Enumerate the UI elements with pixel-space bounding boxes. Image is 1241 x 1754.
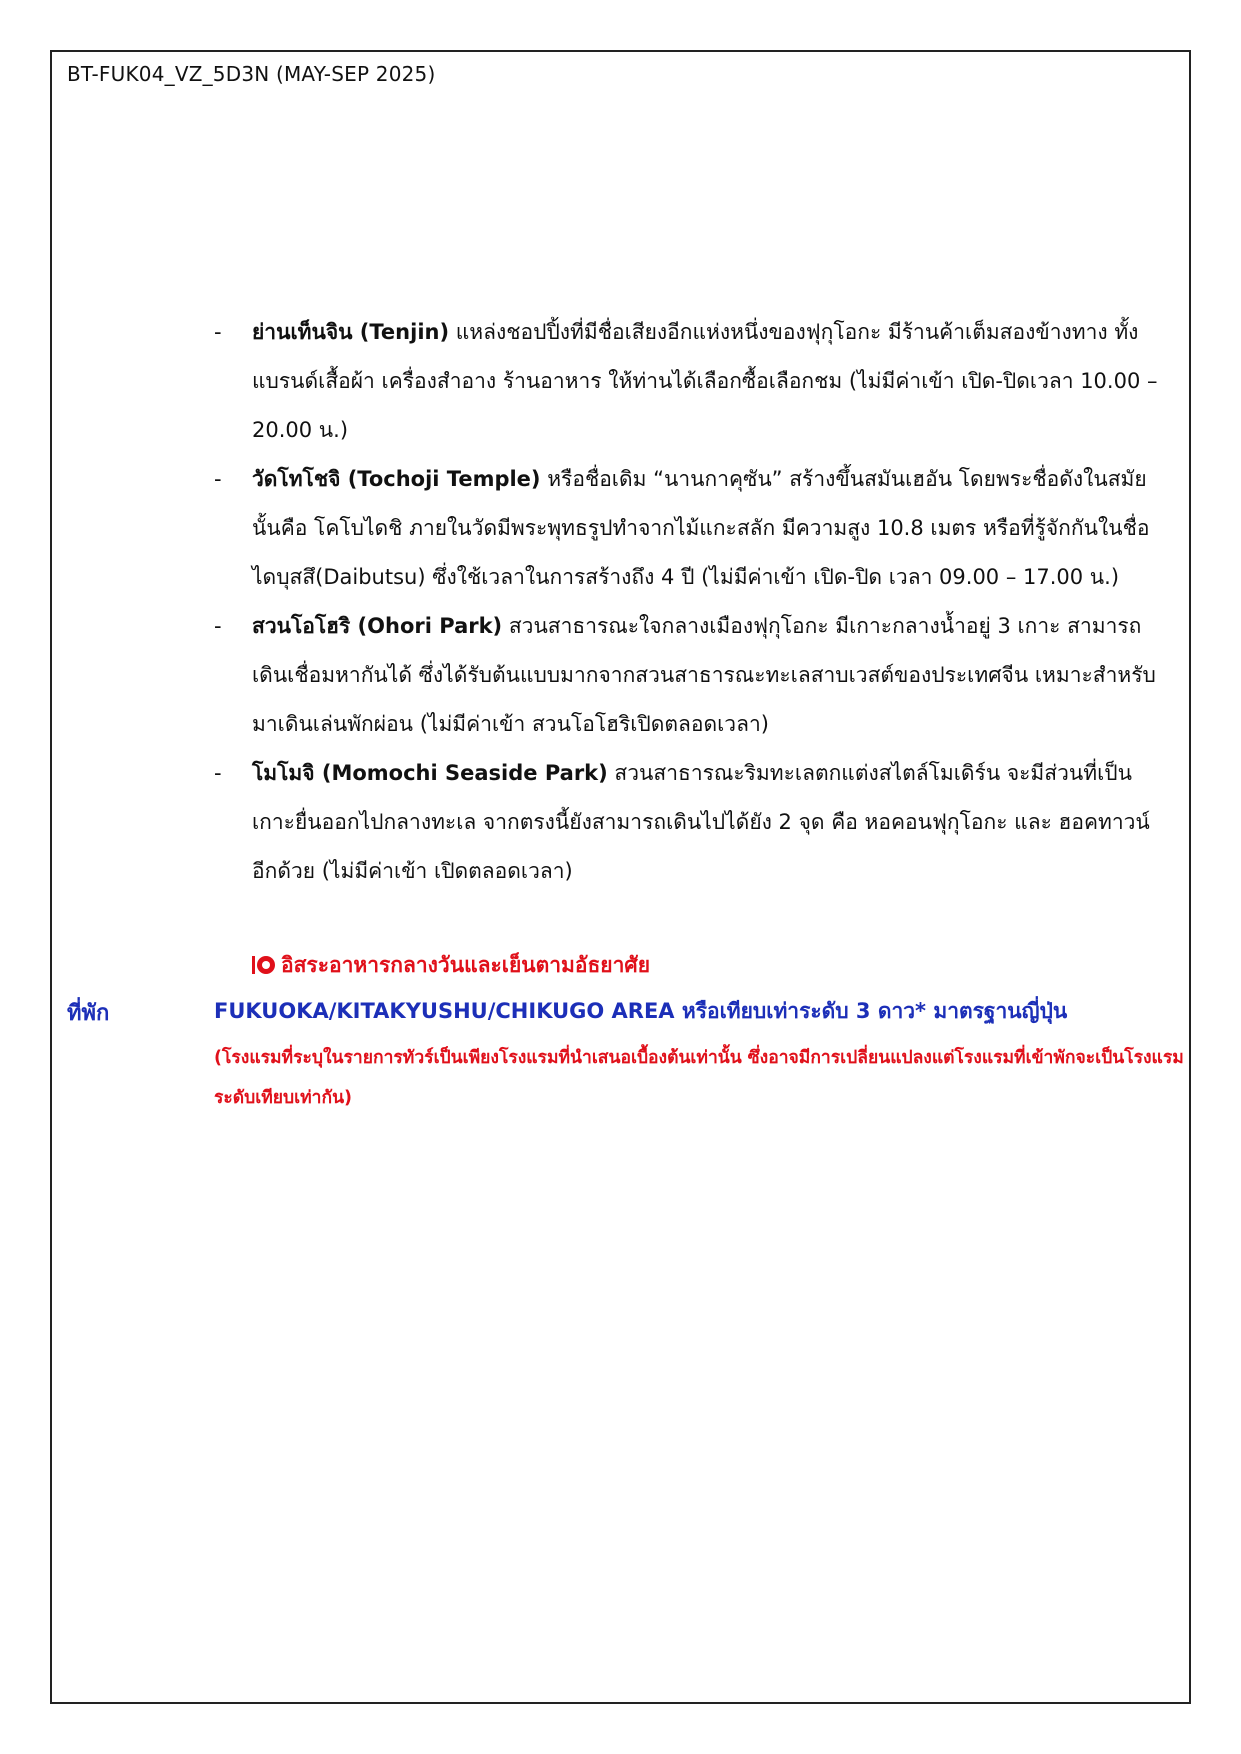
place-name: วัดโทโชจิ (Tochoji Temple)	[252, 467, 541, 491]
list-item	[214, 602, 1174, 749]
meal-note	[252, 945, 650, 985]
hotel-name: FUKUOKA/KITAKYUSHU/CHIKUGO AREA หรือเทียบเท่าระดับ 3 ดาว* มาตรฐานญี่ปุ่น	[214, 999, 1068, 1023]
hotel-note: (โรงแรมที่ระบุในรายการทัวร์เป็นเพียงโรงแรมที่นำเสนอเบื้องต้นเท่านั้น ซึ่งอาจมีการเปลี่ยนแปลงแต่โรงแรมที่เข้าพักจะเป็นโรงแรมระดับเทียบเท่ากัน)	[214, 1048, 1184, 1108]
place-name: ย่านเท็นจิน (Tenjin)	[252, 320, 450, 344]
place-description: สวนสาธารณะใจกลางเมืองฟุกุโอกะ มีเกาะกลางน้ำอยู่ 3 เกาะ สามารถเดินเชื่อมหากันได้ ซึ่งได้รับต้นแบบมากจากสวนสาธารณะทะเลสาบเวสต์ของประเทศจีน เหมาะสำหรับมาเดินเล่นพักผ่อน (ไม่มีค่าเข้า สวนโอโฮริเปิดตลอดเวลา)	[252, 614, 1156, 736]
activity-text	[252, 455, 1174, 602]
place-name: โมโมจิ (Momochi Seaside Park)	[252, 761, 608, 785]
activity-text	[252, 308, 1174, 455]
list-dash: -	[214, 467, 222, 491]
list-item	[214, 455, 1174, 602]
plate-icon	[257, 956, 275, 974]
document-code: BT-FUK04_VZ_5D3N (MAY-SEP 2025)	[67, 62, 436, 86]
hotel-label: ที่พัก	[67, 1001, 110, 1026]
place-description: หรือชื่อเดิม “นานกาคุซัน” สร้างขึ้นสมันเฮอัน โดยพระชื่อดังในสมัยนั้นคือ โคโบไดชิ ภายในวัดมีพระพุทธรูปทำจากไม้แกะสลัก มีความสูง 10.8 เมตร หรือที่รู้จักกันในชื่อ ไดบุสสึ(Daibutsu) ซึ่งใช้เวลาในการสร้างถึง 4 ปี (ไม่มีค่าเข้า เปิด-ปิด เวลา 09.00 – 17.00 น.)	[252, 467, 1150, 589]
dining-icon	[252, 956, 255, 974]
list-dash: -	[214, 761, 222, 785]
list-dash: -	[214, 614, 222, 638]
meal-text: อิสระอาหารกลางวันและเย็นตามอัธยาศัย	[281, 953, 651, 977]
list-item	[214, 749, 1174, 896]
list-dash: -	[214, 320, 222, 344]
list-item	[214, 308, 1174, 455]
activity-text	[252, 602, 1174, 749]
place-name: สวนโอโฮริ (Ohori Park)	[252, 614, 503, 638]
place-description: แหล่งชอปปิ้งที่มีชื่อเสียงอีกแห่งหนึ่งของฟุกุโอกะ มีร้านค้าเต็มสองข้างทาง ทั้งแบรนด์เสื้อผ้า เครื่องสำอาง ร้านอาหาร ให้ท่านได้เลือกซื้อเลือกชม (ไม่มีค่าเข้า เปิด-ปิดเวลา 10.00 – 20.00 น.)	[252, 320, 1158, 442]
activity-list	[214, 308, 1174, 896]
place-description: สวนสาธารณะริมทะเลตกแต่งสไตล์โมเดิร์น จะมีส่วนที่เป็นเกาะยื่นออกไปกลางทะเล จากตรงนี้ยังสามารถเดินไปได้ยัง 2 จุด คือ หอคอนฟุกุโอกะ และ ฮอคทาวน์อีกด้วย (ไม่มีค่าเข้า เปิดตลอดเวลา)	[252, 761, 1150, 883]
activity-text	[252, 749, 1174, 896]
